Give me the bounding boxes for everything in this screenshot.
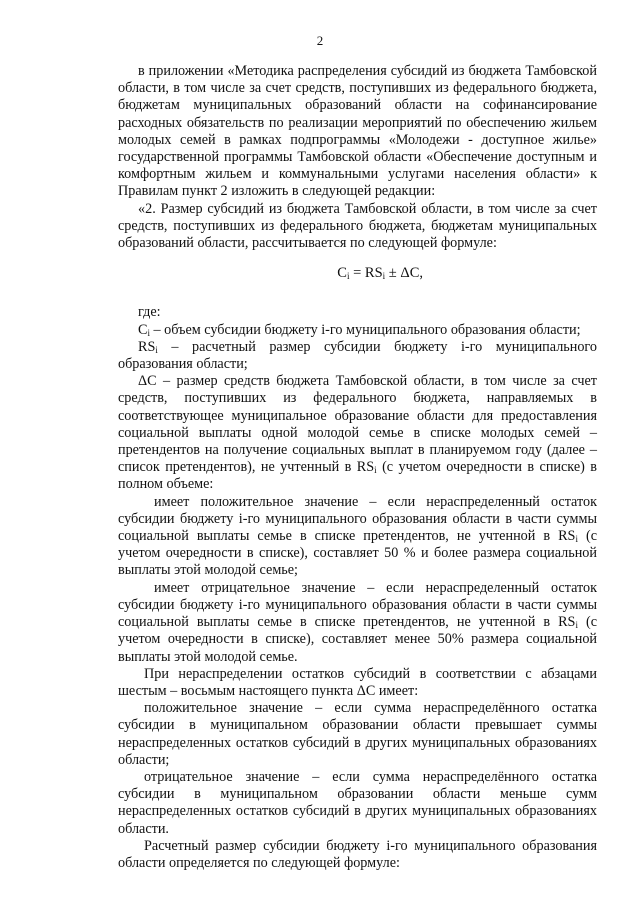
definition-delta-c <box>118 373 597 493</box>
case-positive-2: положительное значение – если сумма нераспределённого остатка субсидии в муниципальном образовании области превышает суммы нераспределенных остатков субсидий в других муниципальных образованиях области; <box>118 700 597 768</box>
case-negative-2: отрицательное значение – если сумма нераспределённого остатка субсидии в муниципальном образовании области меньше сумм нераспределенных остатков субсидий в других муниципальных образованиях области. <box>118 768 597 837</box>
case-pos-sub: i <box>575 534 578 545</box>
def-ci-text: – объем субсидии бюджету i-го муниципального образования области; <box>149 321 581 338</box>
definition-rsi <box>118 339 597 373</box>
def-dc-text-b: (с учетом очередности в списке) в полном объеме: <box>118 459 597 493</box>
formula-main <box>118 265 597 282</box>
case-pos-text-b: (с учетом очередности в списке), составляет 50 % и более размера социальной выплаты этой молодой семье; <box>118 528 597 579</box>
formula-lhs: C <box>337 265 347 282</box>
where-label: где: <box>138 304 161 321</box>
def-dc-sub: i <box>374 465 377 476</box>
def-rsi-sub: i <box>155 344 158 355</box>
formula-rhs-2: ± ΔC, <box>385 265 423 282</box>
case-neg-text-b: (с учетом очередности в списке), составляет менее 50% размера социальной выплаты этой молодой семье. <box>118 614 597 665</box>
point-2-paragraph: «2. Размер субсидий из бюджета Тамбовской области, в том числе за счет средств, поступивших из федерального бюджета, бюджетам муниципальных образований области, рассчитывается по следующей формуле: <box>118 200 597 252</box>
def-ci-symbol: C <box>138 321 148 338</box>
def-ci-sub: i <box>147 327 150 338</box>
page-number: 2 <box>316 33 324 48</box>
def-rsi-symbol: RS <box>138 338 156 355</box>
definition-ci <box>118 322 597 339</box>
case-positive <box>118 494 597 580</box>
case-pos-text-a: имеет положительное значение – если нераспределенный остаток субсидии бюджету i-го муниципального образования области в части суммы социальной выплаты семье в списке претендентов, не учтенной в RS <box>118 493 597 545</box>
formula-rhs-1: = RS <box>349 265 383 282</box>
formula-lhs-sub: i <box>346 271 350 282</box>
document-body <box>118 63 597 872</box>
def-dc-text-a: ΔC – размер средств бюджета Тамбовской области, в том числе за счет средств, поступивших из федерального бюджета, направляемых в соответствующее муниципальное образование области для предоставления социальной выплаты одной молодой семье в списке молодых семей – претендентов на получение социальных выплат в планируемом году (далее – список претендентов), не учтенный в RS <box>118 373 597 476</box>
calc-paragraph: Расчетный размер субсидии бюджету i-го муниципального образования области определяется по следующей формуле: <box>118 837 597 871</box>
case-neg-sub: i <box>575 620 578 631</box>
redistribution-paragraph: При нераспределении остатков субсидий в соответствии с абзацами шестым – восьмым настоящего пункта ΔC имеет: <box>118 665 597 699</box>
formula-rhs-1-sub: i <box>382 271 386 282</box>
case-negative <box>118 580 597 666</box>
case-neg-text-a: имеет отрицательное значение – если нераспределенный остаток субсидии бюджету i-го муниципального образования области в части суммы социальной выплаты семье в списке претендентов, не учтенной в RS <box>118 579 597 631</box>
intro-paragraph: в приложении «Методика распределения субсидий из бюджета Тамбовской области, в том числе за счет средств, поступивших из федерального бюджета, бюджетам муниципальных образований области на софинансирование расходных обязательств по реализации мероприятий по обеспечению жильем молодых семей в рамках подпрограммы «Молодежи - доступное жилье» государственной программы Тамбовской области «Обеспечение доступным и комфортным жильем и коммунальными услугами населения области» к Правилам пункт 2 изложить в следующей редакции: <box>118 63 597 200</box>
def-rsi-text: – расчетный размер субсидии бюджету i-го муниципального образования области; <box>118 338 597 373</box>
